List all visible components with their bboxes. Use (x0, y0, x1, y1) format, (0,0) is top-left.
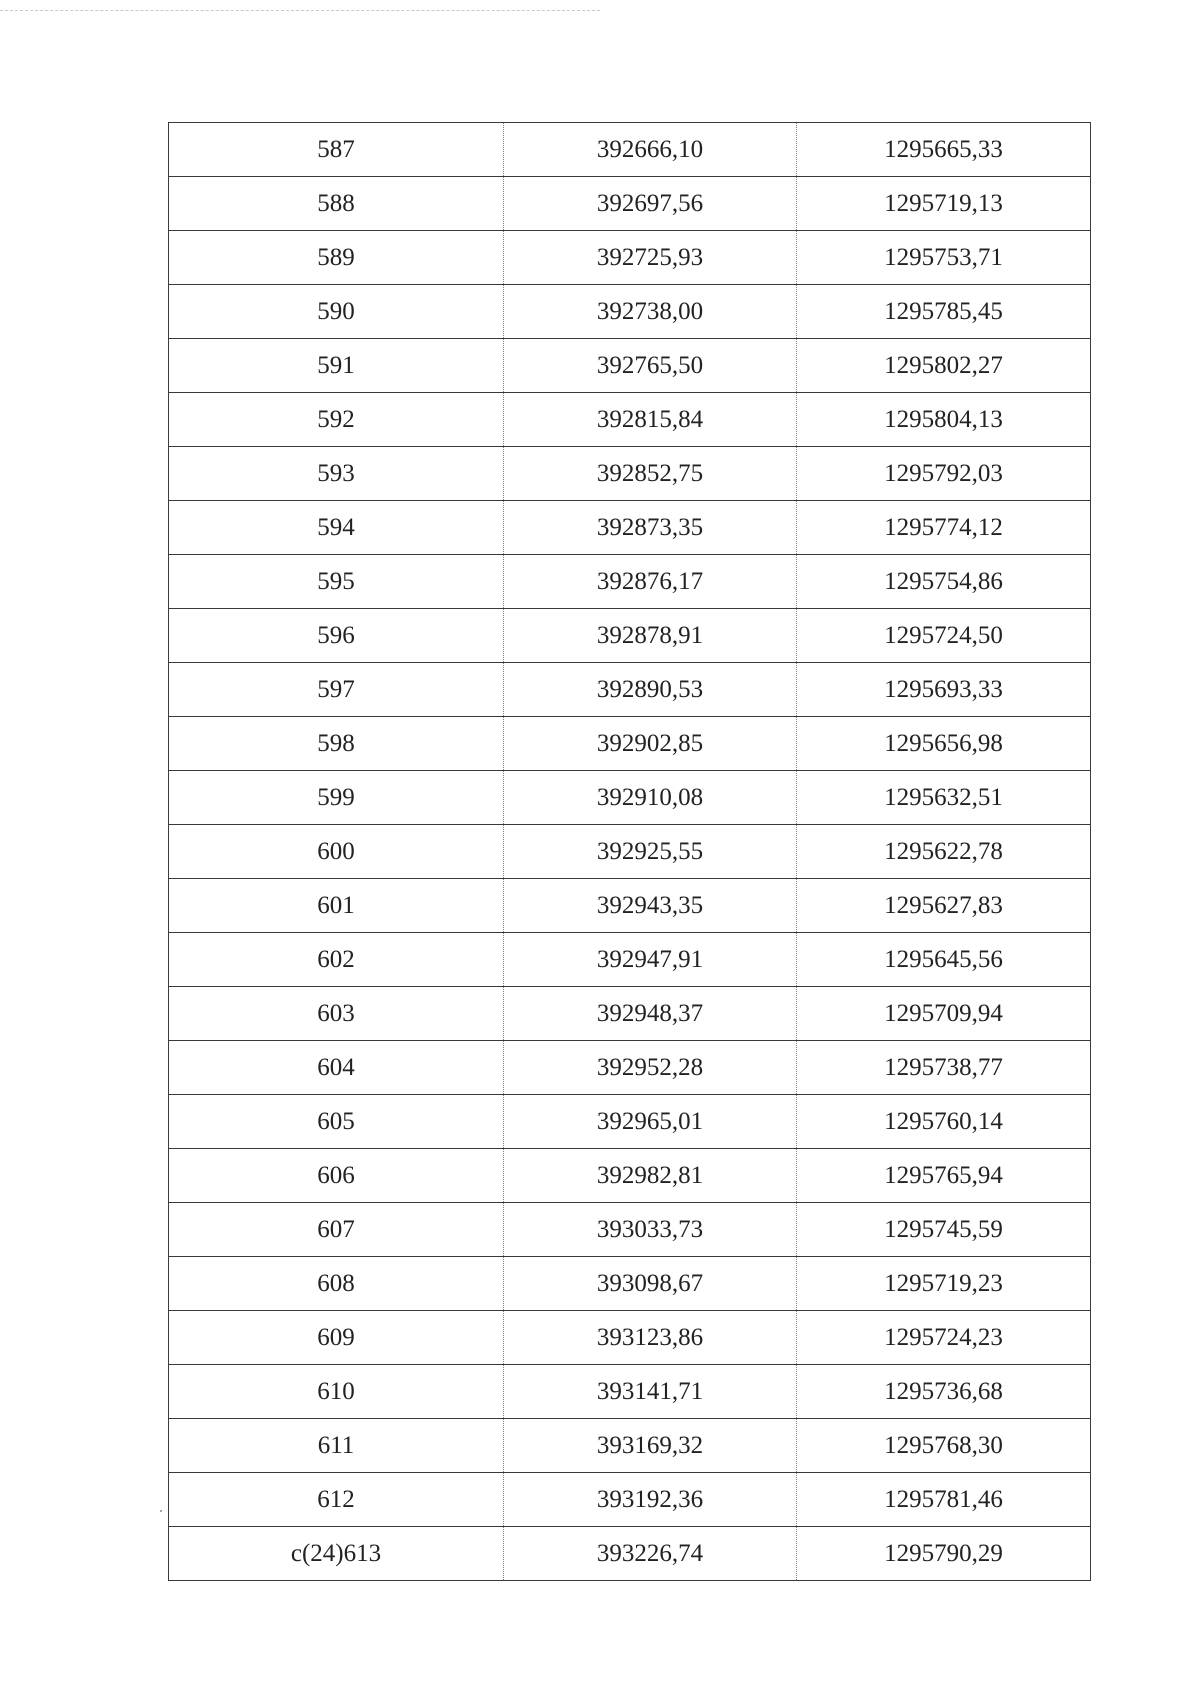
y-coordinate-cell: 1295627,83 (797, 879, 1091, 933)
y-coordinate-cell: 1295753,71 (797, 231, 1091, 285)
point-number-cell: 603 (169, 987, 504, 1041)
point-number-cell: 596 (169, 609, 504, 663)
table-row (169, 555, 1091, 609)
table-row (169, 933, 1091, 987)
point-number-cell: 597 (169, 663, 504, 717)
x-coordinate-cell: 393169,32 (504, 1419, 797, 1473)
point-number-cell: 588 (169, 177, 504, 231)
point-number-cell: 609 (169, 1311, 504, 1365)
y-coordinate-cell: 1295804,13 (797, 393, 1091, 447)
table-row (169, 771, 1091, 825)
point-number-cell: 592 (169, 393, 504, 447)
y-coordinate-cell: 1295781,46 (797, 1473, 1091, 1527)
table-row (169, 123, 1091, 177)
y-coordinate-cell: 1295736,68 (797, 1365, 1091, 1419)
x-coordinate-cell: 392815,84 (504, 393, 797, 447)
y-coordinate-cell: 1295754,86 (797, 555, 1091, 609)
x-coordinate-cell: 392765,50 (504, 339, 797, 393)
table-row (169, 447, 1091, 501)
scan-edge-line (0, 10, 600, 11)
point-number-cell: 608 (169, 1257, 504, 1311)
point-number-cell: 599 (169, 771, 504, 825)
y-coordinate-cell: 1295802,27 (797, 339, 1091, 393)
y-coordinate-cell: 1295738,77 (797, 1041, 1091, 1095)
coordinates-table (168, 122, 1091, 1581)
table-row (169, 1095, 1091, 1149)
x-coordinate-cell: 392738,00 (504, 285, 797, 339)
table-row (169, 1419, 1091, 1473)
x-coordinate-cell: 392982,81 (504, 1149, 797, 1203)
y-coordinate-cell: 1295774,12 (797, 501, 1091, 555)
x-coordinate-cell: 392876,17 (504, 555, 797, 609)
table-row (169, 987, 1091, 1041)
point-number-cell: 595 (169, 555, 504, 609)
table-row (169, 879, 1091, 933)
x-coordinate-cell: 392666,10 (504, 123, 797, 177)
table-row (169, 663, 1091, 717)
point-number-cell: c(24)613 (169, 1527, 504, 1581)
y-coordinate-cell: 1295724,23 (797, 1311, 1091, 1365)
y-coordinate-cell: 1295693,33 (797, 663, 1091, 717)
x-coordinate-cell: 392947,91 (504, 933, 797, 987)
y-coordinate-cell: 1295745,59 (797, 1203, 1091, 1257)
table-row (169, 393, 1091, 447)
table-row (169, 825, 1091, 879)
y-coordinate-cell: 1295709,94 (797, 987, 1091, 1041)
point-number-cell: 600 (169, 825, 504, 879)
y-coordinate-cell: 1295622,78 (797, 825, 1091, 879)
y-coordinate-cell: 1295719,23 (797, 1257, 1091, 1311)
table-row (169, 501, 1091, 555)
y-coordinate-cell: 1295768,30 (797, 1419, 1091, 1473)
x-coordinate-cell: 393141,71 (504, 1365, 797, 1419)
point-number-cell: 604 (169, 1041, 504, 1095)
scan-speck (160, 1510, 162, 1512)
x-coordinate-cell: 392902,85 (504, 717, 797, 771)
x-coordinate-cell: 392878,91 (504, 609, 797, 663)
table-row (169, 1257, 1091, 1311)
x-coordinate-cell: 392725,93 (504, 231, 797, 285)
table-row (169, 339, 1091, 393)
x-coordinate-cell: 393033,73 (504, 1203, 797, 1257)
point-number-cell: 611 (169, 1419, 504, 1473)
x-coordinate-cell: 392948,37 (504, 987, 797, 1041)
point-number-cell: 606 (169, 1149, 504, 1203)
point-number-cell: 593 (169, 447, 504, 501)
x-coordinate-cell: 393098,67 (504, 1257, 797, 1311)
table-row (169, 231, 1091, 285)
table-row (169, 1203, 1091, 1257)
y-coordinate-cell: 1295656,98 (797, 717, 1091, 771)
point-number-cell: 589 (169, 231, 504, 285)
table-row (169, 1149, 1091, 1203)
point-number-cell: 598 (169, 717, 504, 771)
x-coordinate-cell: 392852,75 (504, 447, 797, 501)
table-row (169, 717, 1091, 771)
point-number-cell: 601 (169, 879, 504, 933)
point-number-cell: 594 (169, 501, 504, 555)
table-row (169, 285, 1091, 339)
x-coordinate-cell: 392697,56 (504, 177, 797, 231)
x-coordinate-cell: 392910,08 (504, 771, 797, 825)
x-coordinate-cell: 392873,35 (504, 501, 797, 555)
x-coordinate-cell: 392965,01 (504, 1095, 797, 1149)
x-coordinate-cell: 393226,74 (504, 1527, 797, 1581)
y-coordinate-cell: 1295785,45 (797, 285, 1091, 339)
y-coordinate-cell: 1295792,03 (797, 447, 1091, 501)
y-coordinate-cell: 1295632,51 (797, 771, 1091, 825)
table-row (169, 1365, 1091, 1419)
table-row (169, 609, 1091, 663)
x-coordinate-cell: 392925,55 (504, 825, 797, 879)
y-coordinate-cell: 1295719,13 (797, 177, 1091, 231)
y-coordinate-cell: 1295790,29 (797, 1527, 1091, 1581)
x-coordinate-cell: 392943,35 (504, 879, 797, 933)
point-number-cell: 587 (169, 123, 504, 177)
coordinates-table-body (169, 123, 1091, 1581)
point-number-cell: 602 (169, 933, 504, 987)
x-coordinate-cell: 393192,36 (504, 1473, 797, 1527)
table-row (169, 1527, 1091, 1581)
point-number-cell: 610 (169, 1365, 504, 1419)
point-number-cell: 591 (169, 339, 504, 393)
y-coordinate-cell: 1295665,33 (797, 123, 1091, 177)
y-coordinate-cell: 1295765,94 (797, 1149, 1091, 1203)
y-coordinate-cell: 1295724,50 (797, 609, 1091, 663)
x-coordinate-cell: 392952,28 (504, 1041, 797, 1095)
point-number-cell: 590 (169, 285, 504, 339)
point-number-cell: 607 (169, 1203, 504, 1257)
table-row (169, 1311, 1091, 1365)
y-coordinate-cell: 1295645,56 (797, 933, 1091, 987)
y-coordinate-cell: 1295760,14 (797, 1095, 1091, 1149)
table-row (169, 1473, 1091, 1527)
table-row (169, 177, 1091, 231)
x-coordinate-cell: 393123,86 (504, 1311, 797, 1365)
x-coordinate-cell: 392890,53 (504, 663, 797, 717)
point-number-cell: 612 (169, 1473, 504, 1527)
point-number-cell: 605 (169, 1095, 504, 1149)
table-row (169, 1041, 1091, 1095)
